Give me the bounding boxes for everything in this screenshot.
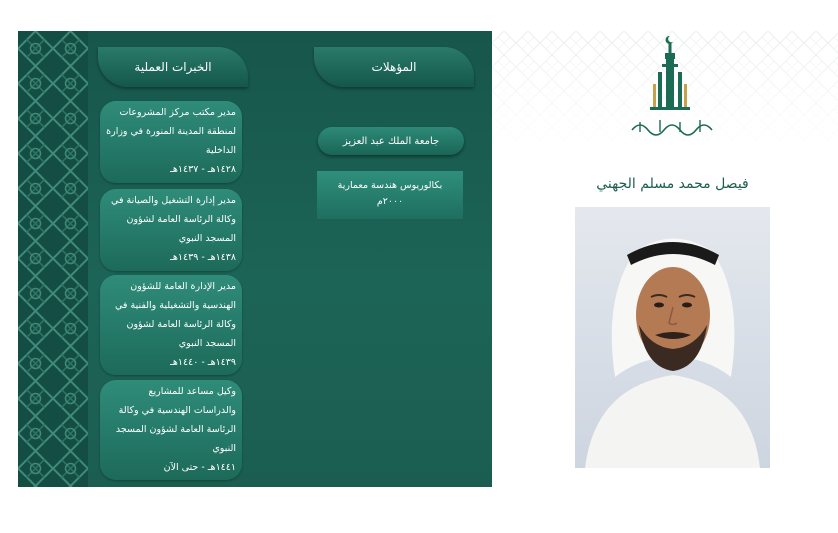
- experience-title: مدير إدارة التشغيل والصيانة في وكالة الرئاسة العامة لشؤون المسجد النبوي: [111, 195, 236, 244]
- experience-header: الخبرات العملية: [98, 47, 248, 87]
- experience-period: ١٤٣٩هـ - ١٤٤٠هـ: [170, 357, 236, 368]
- qualifications-header: المؤهلات: [314, 47, 474, 87]
- content-panel: [18, 31, 492, 487]
- experience-title: وكيل مساعد للمشاريع والدراسات الهندسية في وكالة الرئاسة العامة لشؤون المسجد النبوي: [115, 386, 236, 454]
- experience-item: [100, 380, 242, 480]
- person-name: فيصل محمد مسلم الجهني: [596, 176, 749, 192]
- experience-period: ١٤٢٨هـ - ١٤٣٧هـ: [170, 164, 236, 175]
- organization-logo: [610, 34, 730, 144]
- experience-title: مدير الإدارة العامة للشؤون الهندسية والتشغيلية والفنية في وكالة الرئاسة العامة لشؤون المسجد النبوي: [115, 281, 236, 349]
- experience-item: [100, 189, 242, 271]
- profile-photo: [575, 207, 770, 468]
- degree-title: بكالوريوس هندسة معمارية: [337, 180, 443, 191]
- experience-title: مدير مكتب مركز المشروعات لمنطقة المدينة المنورة في وزارة الداخلية: [106, 107, 236, 156]
- degree-year: ٢٠٠٠م: [376, 196, 404, 207]
- experience-period: ١٤٤١هـ - حتى الآن: [163, 462, 236, 473]
- degree-box: [317, 171, 463, 219]
- experience-period: ١٤٣٨هـ - ١٤٣٩هـ: [170, 252, 236, 263]
- decorative-pattern-left: [18, 31, 88, 487]
- experience-item: [100, 101, 242, 183]
- experience-item: [100, 275, 242, 375]
- university-label: جامعة الملك عبد العزيز: [318, 127, 464, 155]
